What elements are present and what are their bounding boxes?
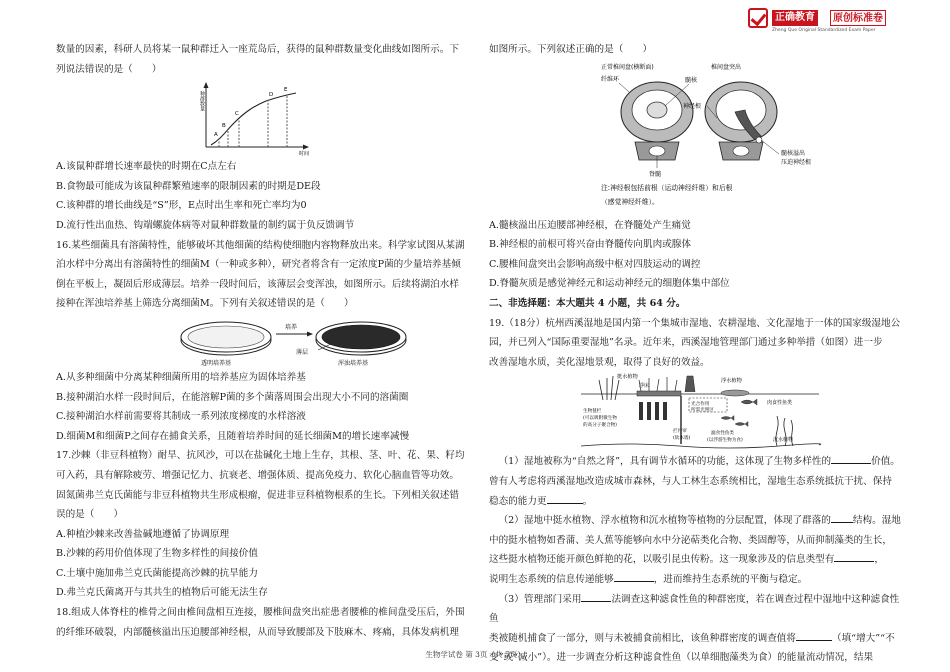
- q16-option-d: D.细菌M和细菌P之间存在捕食关系，且随着培养时间的延长细菌M的增长速率减慢: [56, 430, 410, 442]
- nerve-root-label: 神经根: [683, 102, 702, 110]
- floating-bed: [637, 391, 681, 396]
- filter-fish-label-2: (以浮游生物为食): [707, 438, 743, 444]
- answer-blank[interactable]: [834, 550, 874, 562]
- q19-2-line: 中的挺水植物如香蒲、美人蕉等能够向水中分泌萜类化合物、类固醇等，从而抑制藻类的生长，: [489, 534, 892, 546]
- population-curve: [211, 93, 296, 145]
- answer-blank[interactable]: [581, 590, 611, 602]
- brand-main: 正确教育: [772, 10, 818, 26]
- q19-2-text: 结构。湿地: [852, 515, 901, 527]
- bio-blanket-label-3: 的高分子聚合物): [583, 423, 617, 429]
- q16-figure: [56, 314, 468, 368]
- q18-option-c: C.腰椎间盘突出会影响高级中枢对四肢运动的调控: [489, 258, 701, 270]
- fiber-ring-label: 纤维环: [601, 75, 620, 83]
- figure-note-line: （感觉神经纤维）。: [601, 197, 659, 206]
- light-zone-label: 光合作用: [691, 402, 710, 408]
- fiber-ring-pointer: [619, 83, 629, 92]
- q19-figure: [489, 372, 901, 452]
- q17-stem-line: 可入药，具有解除疲劳、增强记忆力、抗衰老、增强体质、提高免疫力、软化心脑血管等功效。: [56, 469, 459, 481]
- brand-logo: [748, 8, 898, 38]
- q19-2-text: ，: [874, 554, 884, 566]
- carnivore-fish-icon: [741, 399, 757, 405]
- q15-option-d: D.流行性出血热、钩端螺旋体病等对鼠种群数量的制约属于负反馈调节: [56, 219, 355, 231]
- answer-blank[interactable]: [796, 629, 832, 641]
- q15-option-b: B.食物最可能成为该鼠种群繁殖速率的限制因素的时期是DE段: [56, 180, 321, 192]
- bio-blanket-label: 生物毯栏: [583, 409, 602, 415]
- answer-blank[interactable]: [831, 452, 871, 464]
- bio-blanket-label-2: (可以吸附微生物: [583, 416, 617, 422]
- q16-stem-line: 泊水样中分离出有溶菌特性的细菌M（一种或多种），研究者将含有一定浓度P菌的少量培养基倾: [56, 259, 461, 271]
- protrusion-title: 椎间盘突出: [711, 63, 742, 71]
- point-label-b: B: [222, 123, 226, 130]
- q16-option-c: C.接种湖泊水样前需要将其制成一系列浓度梯度的水样溶液: [56, 411, 306, 423]
- q17-option-a: A.种植沙棘来改善盐碱地遵循了协调原理: [56, 528, 230, 540]
- bio-blanket-strip: [655, 402, 659, 420]
- page-footer: 生物学试卷 第 3页（共 5页）: [425, 650, 525, 659]
- transparent-medium: [188, 326, 264, 348]
- q19-3-text: （3）管理部门采用: [498, 593, 582, 605]
- filter-fish-label: 滤食性鱼类: [711, 431, 734, 437]
- q17-option-b: B.沙棘的药用价值体现了生物多样性的间接价值: [56, 548, 258, 560]
- floating-plant: [721, 390, 749, 396]
- filter-fish-icon: [721, 416, 734, 421]
- turbid-medium-label: 浑浊培养基: [338, 359, 369, 367]
- q18-option-a: A.髓核溢出压迫腰部神经根，在脊髓处产生痛觉: [489, 219, 691, 231]
- submerged-plant-label: 沉水植物: [773, 437, 794, 444]
- turbid-medium: [322, 325, 400, 349]
- q16-stem-line: 16.某些细菌具有溶菌特性，能够破坏其他细菌的结构使细胞内容物释放出来。科学家试图从某湖: [56, 239, 465, 251]
- overflow-label: 髓核溢出: [781, 149, 806, 157]
- q19-1-line: [489, 452, 901, 472]
- population-curve-chart: [56, 79, 468, 157]
- q16-stem-line: 接种在浑浊培养基上筛选分离细菌M。下列有关叙述错误的是（ ）: [56, 298, 354, 310]
- section-heading: 二、非选择题：本大题共 4 小题，共 64 分。: [489, 297, 686, 309]
- transparent-medium-label: 透明培养基: [201, 359, 232, 367]
- bio-blanket-strip: [647, 402, 651, 420]
- left-column: [56, 40, 468, 642]
- q19-stem-line: 园，并已列入“国际重要湿地”名录。近年来，西溪湿地管理部门通过多种举措（如图）进一步: [489, 337, 883, 349]
- brand-english: Zheng Que Original Standardized Exam Paper: [772, 28, 876, 33]
- q18-stem-line: 的纤维环破裂，内部髓核溢出压迫腰部神经根，从而导致腰部及下肢麻木、疼痛，具体发病机理: [56, 626, 459, 638]
- q19-3-text: 类被随机捕食了一部分，则与未被捕食前相比，该鱼种群密度的调查值将: [489, 632, 796, 644]
- culture-label: 培养: [285, 323, 298, 331]
- q15-option-a: A.该鼠种群增长速率最快的时期在C点左右: [56, 161, 237, 173]
- check-icon: [748, 8, 768, 28]
- q19-3-line: [489, 590, 901, 629]
- q15-option-c: C.该种群的增长曲线是“S”形，E点时出生率和死亡率均为0: [56, 200, 307, 212]
- answer-blank[interactable]: [547, 492, 583, 504]
- q19-1-text: （1）湿地被称为“自然之肾”，具有调节水循环的功能，这体现了生物多样性的: [498, 456, 832, 468]
- wetland-diagram: [489, 372, 901, 452]
- q19-2-text: ，进而维持生态系统的平衡与稳定。: [653, 573, 808, 585]
- q17-option-d: D.弗兰克氏菌离开与其共生的植物后可能无法生存: [56, 587, 268, 599]
- right-column: [489, 40, 901, 668]
- q18-stem-line: 18.组成人体脊柱的椎骨之间由椎间盘相互连接，腰椎间盘突出症患者腰椎的椎间盘受压后，外围: [56, 607, 465, 619]
- compress-label: 压迫神经根: [781, 158, 812, 166]
- q19-stem-line: 19.（18分）杭州西溪湿地是国内第一个集城市湿地、农耕湿地、文化湿地于一体的国家级湿地公: [489, 317, 901, 329]
- q19-1-line: 曾有人考虑将西溪湿地改造成城市森林，与人工林生态系统相比，湿地生态系统抵抗干扰、保持: [489, 475, 892, 487]
- answer-blank[interactable]: [614, 570, 654, 582]
- point-label-e: E: [284, 87, 288, 94]
- q19-1-line: [489, 492, 901, 512]
- answer-blank[interactable]: [831, 511, 853, 523]
- emergent-plant: [599, 376, 619, 400]
- q17-stem-line: 17.沙棘（非豆科植物）耐旱、抗风沙，可以在盐碱化土地上生存，其根、茎、叶、花、果、籽均: [56, 450, 465, 462]
- q19-1-text: 。: [582, 495, 593, 507]
- protruded-disc-inner: [716, 90, 766, 130]
- floating-plant-label: 浮水植物: [721, 378, 742, 385]
- q19-3-line: 变”或“减小”）。进一步调查分析这种滤食性鱼（以单细胞藻类为食）的能量流动情况，结果: [489, 652, 874, 664]
- emergent-plant-label: 挺水植物: [617, 374, 638, 381]
- y-axis-label: 种群数量: [199, 91, 205, 112]
- point-label-c: C: [235, 111, 239, 118]
- q19-3-text: （填“增大”“不: [832, 632, 895, 644]
- q19-1-text: 价值。: [871, 456, 900, 468]
- fence-label-2: (软木墙): [673, 436, 691, 442]
- q18-figure: [489, 60, 901, 216]
- filter-fish-icon: [735, 422, 748, 427]
- nucleus-label: 髓核: [685, 76, 698, 84]
- q17-option-c: C.土壤中施加弗兰克氏菌能提高沙棘的抗旱能力: [56, 567, 258, 579]
- normal-spinal-canal: [649, 146, 665, 156]
- x-axis-arrow-icon: [303, 145, 309, 150]
- q18-option-d: D.脊髓灰质是感觉神经元和运动神经元的细胞体集中部位: [489, 278, 730, 290]
- q19-2-text: 说明生态系统的信息传递能够: [489, 573, 614, 585]
- floating-bed-label: 浮床: [639, 383, 650, 390]
- q19-stem-line: 改善湿地水质，美化湿地景观，取得了良好的效益。: [489, 356, 710, 368]
- petri-dish-diagram: [56, 314, 468, 368]
- shore-tree: [685, 376, 695, 392]
- culture-arrow-icon: [307, 331, 313, 336]
- y-axis-arrow-icon: [204, 82, 209, 88]
- protruded-spinal-canal: [733, 146, 749, 156]
- brand-sub: 原创标准卷: [830, 10, 886, 26]
- fence-label: 拦污帘: [673, 429, 687, 435]
- q19-3-line: [489, 629, 901, 649]
- q16-option-a: A.从多种细菌中分离某种细菌所用的培养基应为固体培养基: [56, 371, 306, 383]
- q15-stem-line: 数量的因素，科研人员将某一鼠种群迁入一座荒岛后，获得的鼠种群数量变化曲线如图所示。下: [56, 44, 459, 55]
- q16-option-b: B.接种湖泊水样一段时间后，在能溶解P菌的多个菌落周围会出现大小不同的溶菌圈: [56, 391, 409, 403]
- q15-stem-line: 列说法错误的是（ ）: [56, 63, 162, 75]
- normal-disc-title: 正常椎间盘(横断面): [601, 63, 654, 71]
- q19-1-text: 稳态的能力更: [489, 495, 547, 507]
- q16-stem-line: 倒在平板上，凝固后形成薄层。培养一段时间后，该薄层会变浑浊，如图所示。后续将湖泊水样: [56, 278, 459, 290]
- q18-option-b: B.神经根的前根可将兴奋由脊髓传向肌肉或腺体: [489, 239, 691, 251]
- figure-note-line: 注:神经根包括前根（运动神经纤维）和后根: [601, 183, 733, 192]
- q19-2-line: [489, 511, 901, 531]
- x-axis-label: 时间: [299, 151, 310, 158]
- q15-figure: [56, 79, 468, 157]
- q19-2-line: [489, 550, 901, 570]
- q17-stem-line: 误的是（ ）: [56, 509, 124, 521]
- q19-2-text: （2）湿地中挺水植物、浮水植物和沉水植物等植物的分层配置，体现了群落的: [498, 515, 831, 527]
- normal-nucleus: [647, 102, 667, 118]
- bio-blanket-strip: [639, 402, 643, 420]
- spinal-cord-label: 脊髓: [649, 170, 662, 178]
- q19-2-text: 这些挺水植物还能开颜色鲜艳的花，以吸引昆虫传粉。这一现象涉及的信息类型有: [489, 554, 835, 566]
- q18-stem-line: 如图所示。下列叙述正确的是（ ）: [489, 44, 653, 55]
- carnivore-fish-label: 肉食性鱼类: [767, 400, 793, 407]
- point-label-d: D: [269, 92, 274, 99]
- point-label-a: A: [214, 132, 218, 139]
- light-zone-label-2: 所需光照区: [691, 408, 714, 414]
- q17-stem-line: 固氮菌弗兰克氏菌能与非豆科植物共生形成根瘤，促进非豆科植物根系的生长。下列相关叙述错: [56, 489, 459, 501]
- intervertebral-disc-diagram: [489, 60, 901, 216]
- q19-3-text: 法调查这种滤食性鱼的种群密度，若在调查过程中湿地中这种滤食性鱼: [489, 593, 900, 625]
- overflow-pointer: [761, 140, 779, 154]
- q19-2-line: [489, 570, 901, 590]
- bio-blanket-strip: [663, 402, 667, 420]
- layer-label: 薄层: [296, 348, 309, 356]
